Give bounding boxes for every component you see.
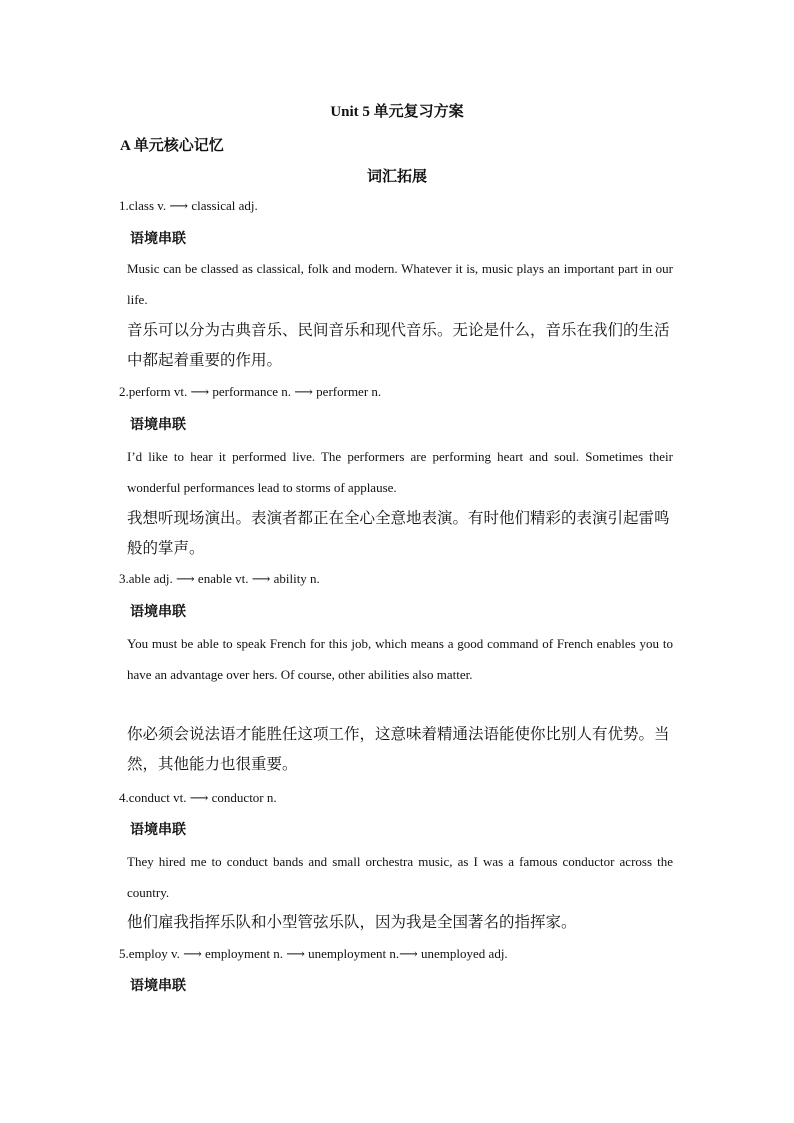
document-title: Unit 5 单元复习方案: [330, 104, 464, 120]
context-label: 语境串联: [130, 605, 186, 620]
english-passage: I’d like to hear it performed live. The performers are performing heart and soul. Sometimes their wonderful performances lead to storms of applause.: [127, 449, 673, 495]
chinese-translation: 他们雇我指挥乐队和小型管弦乐队，因为我是全国著名的指挥家。: [127, 914, 577, 931]
subsection-heading: 词汇拓展: [366, 169, 427, 185]
vocab-entry-head: 3.able adj. ⟶ enable vt. ⟶ ability n.: [119, 571, 320, 586]
chinese-translation: 音乐可以分为古典音乐、民间音乐和现代音乐。无论是什么，音乐在我们的生活中都起着重要的作用。: [127, 322, 670, 369]
context-label: 语境串联: [130, 232, 186, 247]
vocab-entry-head: 4.conduct vt. ⟶ conductor n.: [119, 790, 277, 805]
chinese-translation: 我想听现场演出。表演者都正在全心全意地表演。有时他们精彩的表演引起雷鸣般的掌声。: [127, 510, 670, 557]
vocab-entry-head: 5.employ v. ⟶ employment n. ⟶ unemployment n.⟶ unemployed adj.: [119, 946, 508, 961]
chinese-translation: 你必须会说法语才能胜任这项工作，这意味着精通法语能使你比别人有优势。当然，其他能力也很重要。: [127, 726, 670, 773]
english-passage: They hired me to conduct bands and small orchestra music, as I was a famous conductor across the country.: [127, 854, 673, 900]
context-label: 语境串联: [130, 979, 186, 994]
context-label: 语境串联: [130, 823, 186, 838]
vocab-entry-head: 2.perform vt. ⟶ performance n. ⟶ performer n.: [119, 384, 382, 399]
english-passage: Music can be classed as classical, folk and modern. Whatever it is, music plays an important part in our life.: [127, 261, 673, 307]
vocab-entry-head: 1.class v. ⟶ classical adj.: [119, 198, 258, 213]
english-passage: You must be able to speak French for this job, which means a good command of French enables you to have an advantage over hers. Of course, other abilities also matter.: [127, 636, 673, 682]
context-label: 语境串联: [130, 418, 186, 433]
section-heading: A 单元核心记忆: [120, 138, 224, 154]
